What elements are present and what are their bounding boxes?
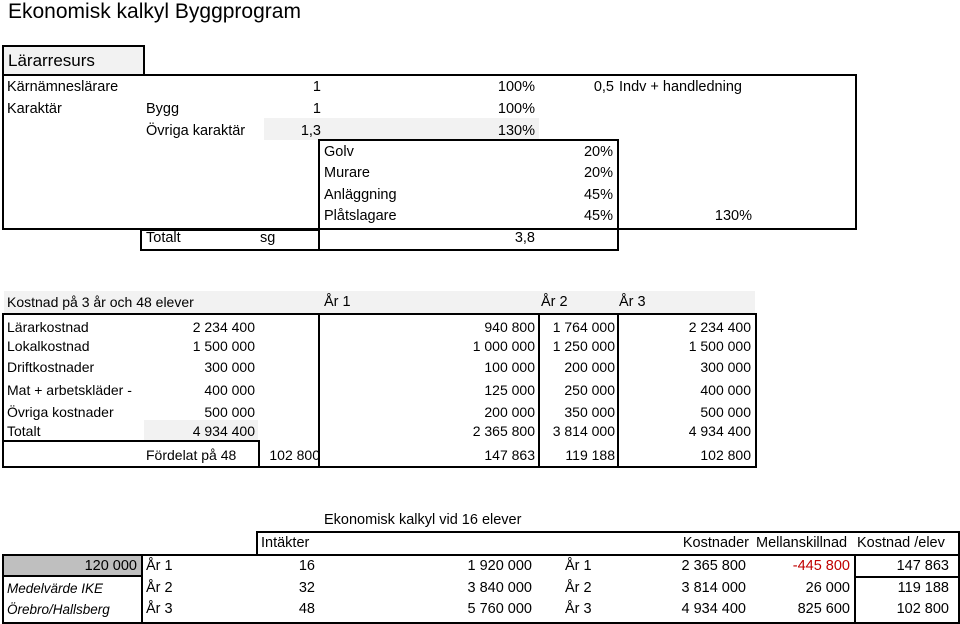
- ovriga-pct: 130%: [497, 123, 535, 139]
- total-unit: sg: [260, 230, 276, 246]
- kostnad-row-y1: 940 800: [484, 319, 535, 335]
- trade-pct: 45%: [583, 208, 613, 224]
- fordelat-label: Fördelat på 48: [146, 447, 237, 463]
- bygg-label: Bygg: [146, 101, 180, 117]
- lararresurs-header: Lärarresurs: [8, 51, 95, 70]
- karnamne-label: Kärnämneslärare: [7, 79, 119, 95]
- kostnad-row-label: Totalt: [7, 423, 41, 439]
- kostnad-row-y2: 250 000: [564, 382, 615, 398]
- kostnad-row-y2: 1 764 000: [552, 319, 615, 335]
- trade-name: Murare: [324, 165, 370, 181]
- total-left-line: [140, 229, 142, 251]
- kalkyl-per-elev: 147 863: [896, 558, 949, 574]
- kostnad-row-y1: 125 000: [484, 382, 535, 398]
- karnamne-pct: 100%: [497, 79, 535, 95]
- col-kostnad-per-elev: Kostnad /elev: [857, 535, 945, 551]
- karnamne-extra-label: Indv + handledning: [619, 79, 742, 95]
- kalkyl-students: 48: [298, 601, 315, 617]
- kostnad-row-y3: 300 000: [700, 359, 751, 375]
- col-kostnader: Kostnader: [682, 535, 749, 551]
- kalkyl-income: 3 840 000: [467, 580, 532, 596]
- kostnad-row-total: 300 000: [204, 359, 255, 375]
- fordelat-y1: 147 863: [484, 447, 535, 463]
- kostnad-row-total: 400 000: [204, 382, 255, 398]
- year-header: År 3: [619, 294, 646, 310]
- page-title: Ekonomisk kalkyl Byggprogram: [8, 0, 301, 23]
- kostnad-row-y3: 500 000: [700, 404, 751, 420]
- side-label: Medelvärde IKE: [7, 581, 104, 596]
- bygg-factor: 1: [312, 101, 321, 117]
- kostnad-row-total: 4 934 400: [192, 423, 255, 439]
- trade-name: Plåtslagare: [324, 208, 397, 224]
- kalkyl-income: 1 920 000: [467, 558, 532, 574]
- kostnad-row-y3: 400 000: [700, 382, 751, 398]
- karnamne-factor: 1: [312, 79, 321, 95]
- kostnad-row-y3: 4 934 400: [688, 423, 751, 439]
- kostnad-row-label: Lärarkostnad: [7, 319, 89, 335]
- karaktar-label: Karaktär: [7, 101, 62, 117]
- kalkyl-header-box: [256, 531, 960, 555]
- kostnad-row-y1: 200 000: [484, 404, 535, 420]
- fordelat-y2: 119 188: [565, 447, 615, 463]
- year-header: År 2: [541, 294, 568, 310]
- kostnad-row-label: Lokalkostnad: [7, 338, 90, 354]
- kostnad-row-y1: 2 365 800: [472, 423, 535, 439]
- total-label: Totalt: [146, 230, 181, 246]
- trade-name: Anläggning: [324, 187, 397, 203]
- bygg-pct: 100%: [497, 101, 535, 117]
- intakter-label: Intäkter: [261, 535, 310, 551]
- trade-name: Golv: [324, 144, 354, 160]
- kostnad-row-total: 1 500 000: [192, 338, 255, 354]
- kalkyl-cost: 4 934 400: [681, 601, 746, 617]
- price-value: 120 000: [84, 558, 137, 574]
- kostnad-row-y3: 2 234 400: [688, 319, 751, 335]
- kostnad-row-y3: 1 500 000: [688, 338, 751, 354]
- kostnad-row-y2: 200 000: [564, 359, 615, 375]
- kostnad-row-y1: 1 000 000: [472, 338, 535, 354]
- kostnad-row-label: Mat + arbetskläder -: [7, 382, 132, 398]
- trade-pct: 20%: [583, 165, 613, 181]
- kalkyl-year: År 1: [146, 558, 173, 574]
- kalkyl-divider: [141, 554, 143, 624]
- kalkyl-year2: År 3: [565, 601, 592, 617]
- ovriga-label: Övriga karaktär: [146, 123, 246, 139]
- fordelat-y3: 102 800: [700, 447, 751, 463]
- kalkyl-cost: 2 365 800: [681, 558, 746, 574]
- col-mellanskillnad: Mellanskillnad: [756, 535, 848, 551]
- kalkyl-cost: 3 814 000: [681, 580, 746, 596]
- kostnad-row-y1: 100 000: [484, 359, 535, 375]
- kostnad-row-label: Övriga kostnader: [7, 404, 114, 420]
- kalkyl-per-elev: 102 800: [896, 601, 949, 617]
- trades-total: 130%: [714, 208, 752, 224]
- kalkyl-diff: 26 000: [805, 580, 850, 596]
- fordelat-divider: [258, 440, 260, 468]
- total-bottom-line: [140, 249, 320, 251]
- kostnad-row-total: 500 000: [204, 404, 255, 420]
- kostnad-row-y2: 3 814 000: [552, 423, 615, 439]
- kostnad-row-total: 2 234 400: [192, 319, 255, 335]
- trade-pct: 20%: [583, 144, 613, 160]
- kalkyl-diff: 825 600: [797, 601, 850, 617]
- side-label: Örebro/Hallsberg: [7, 602, 110, 617]
- total-value: 3,8: [514, 230, 535, 246]
- year-header: År 1: [324, 294, 351, 310]
- ovriga-factor: 1,3: [300, 123, 321, 139]
- kalkyl-year2: År 1: [565, 558, 592, 574]
- fordelat-total: 102 800: [269, 447, 320, 463]
- kalkyl-year: År 2: [146, 580, 173, 596]
- kostnad-header: Kostnad på 3 år och 48 elever: [7, 294, 194, 310]
- karnamne-extra: 0,5: [593, 79, 614, 95]
- kalkyl-students: 32: [298, 580, 315, 596]
- kalkyl-year: År 3: [146, 601, 173, 617]
- kostnad-row-y2: 350 000: [564, 404, 615, 420]
- kalkyl-per-elev: 119 188: [897, 580, 949, 596]
- price-line: [2, 575, 142, 577]
- kalkyl-year2: År 2: [565, 580, 592, 596]
- kalkyl-students: 16: [298, 558, 315, 574]
- kalkyl-title: Ekonomisk kalkyl vid 16 elever: [324, 512, 522, 528]
- kalkyl-diff: -445 800: [792, 558, 850, 574]
- kalkyl-income: 5 760 000: [467, 601, 532, 617]
- kostnad-row-label: Driftkostnader: [7, 359, 95, 375]
- fordelat-line: [2, 440, 260, 442]
- trade-pct: 45%: [583, 187, 613, 203]
- kostnad-row-y2: 1 250 000: [552, 338, 615, 354]
